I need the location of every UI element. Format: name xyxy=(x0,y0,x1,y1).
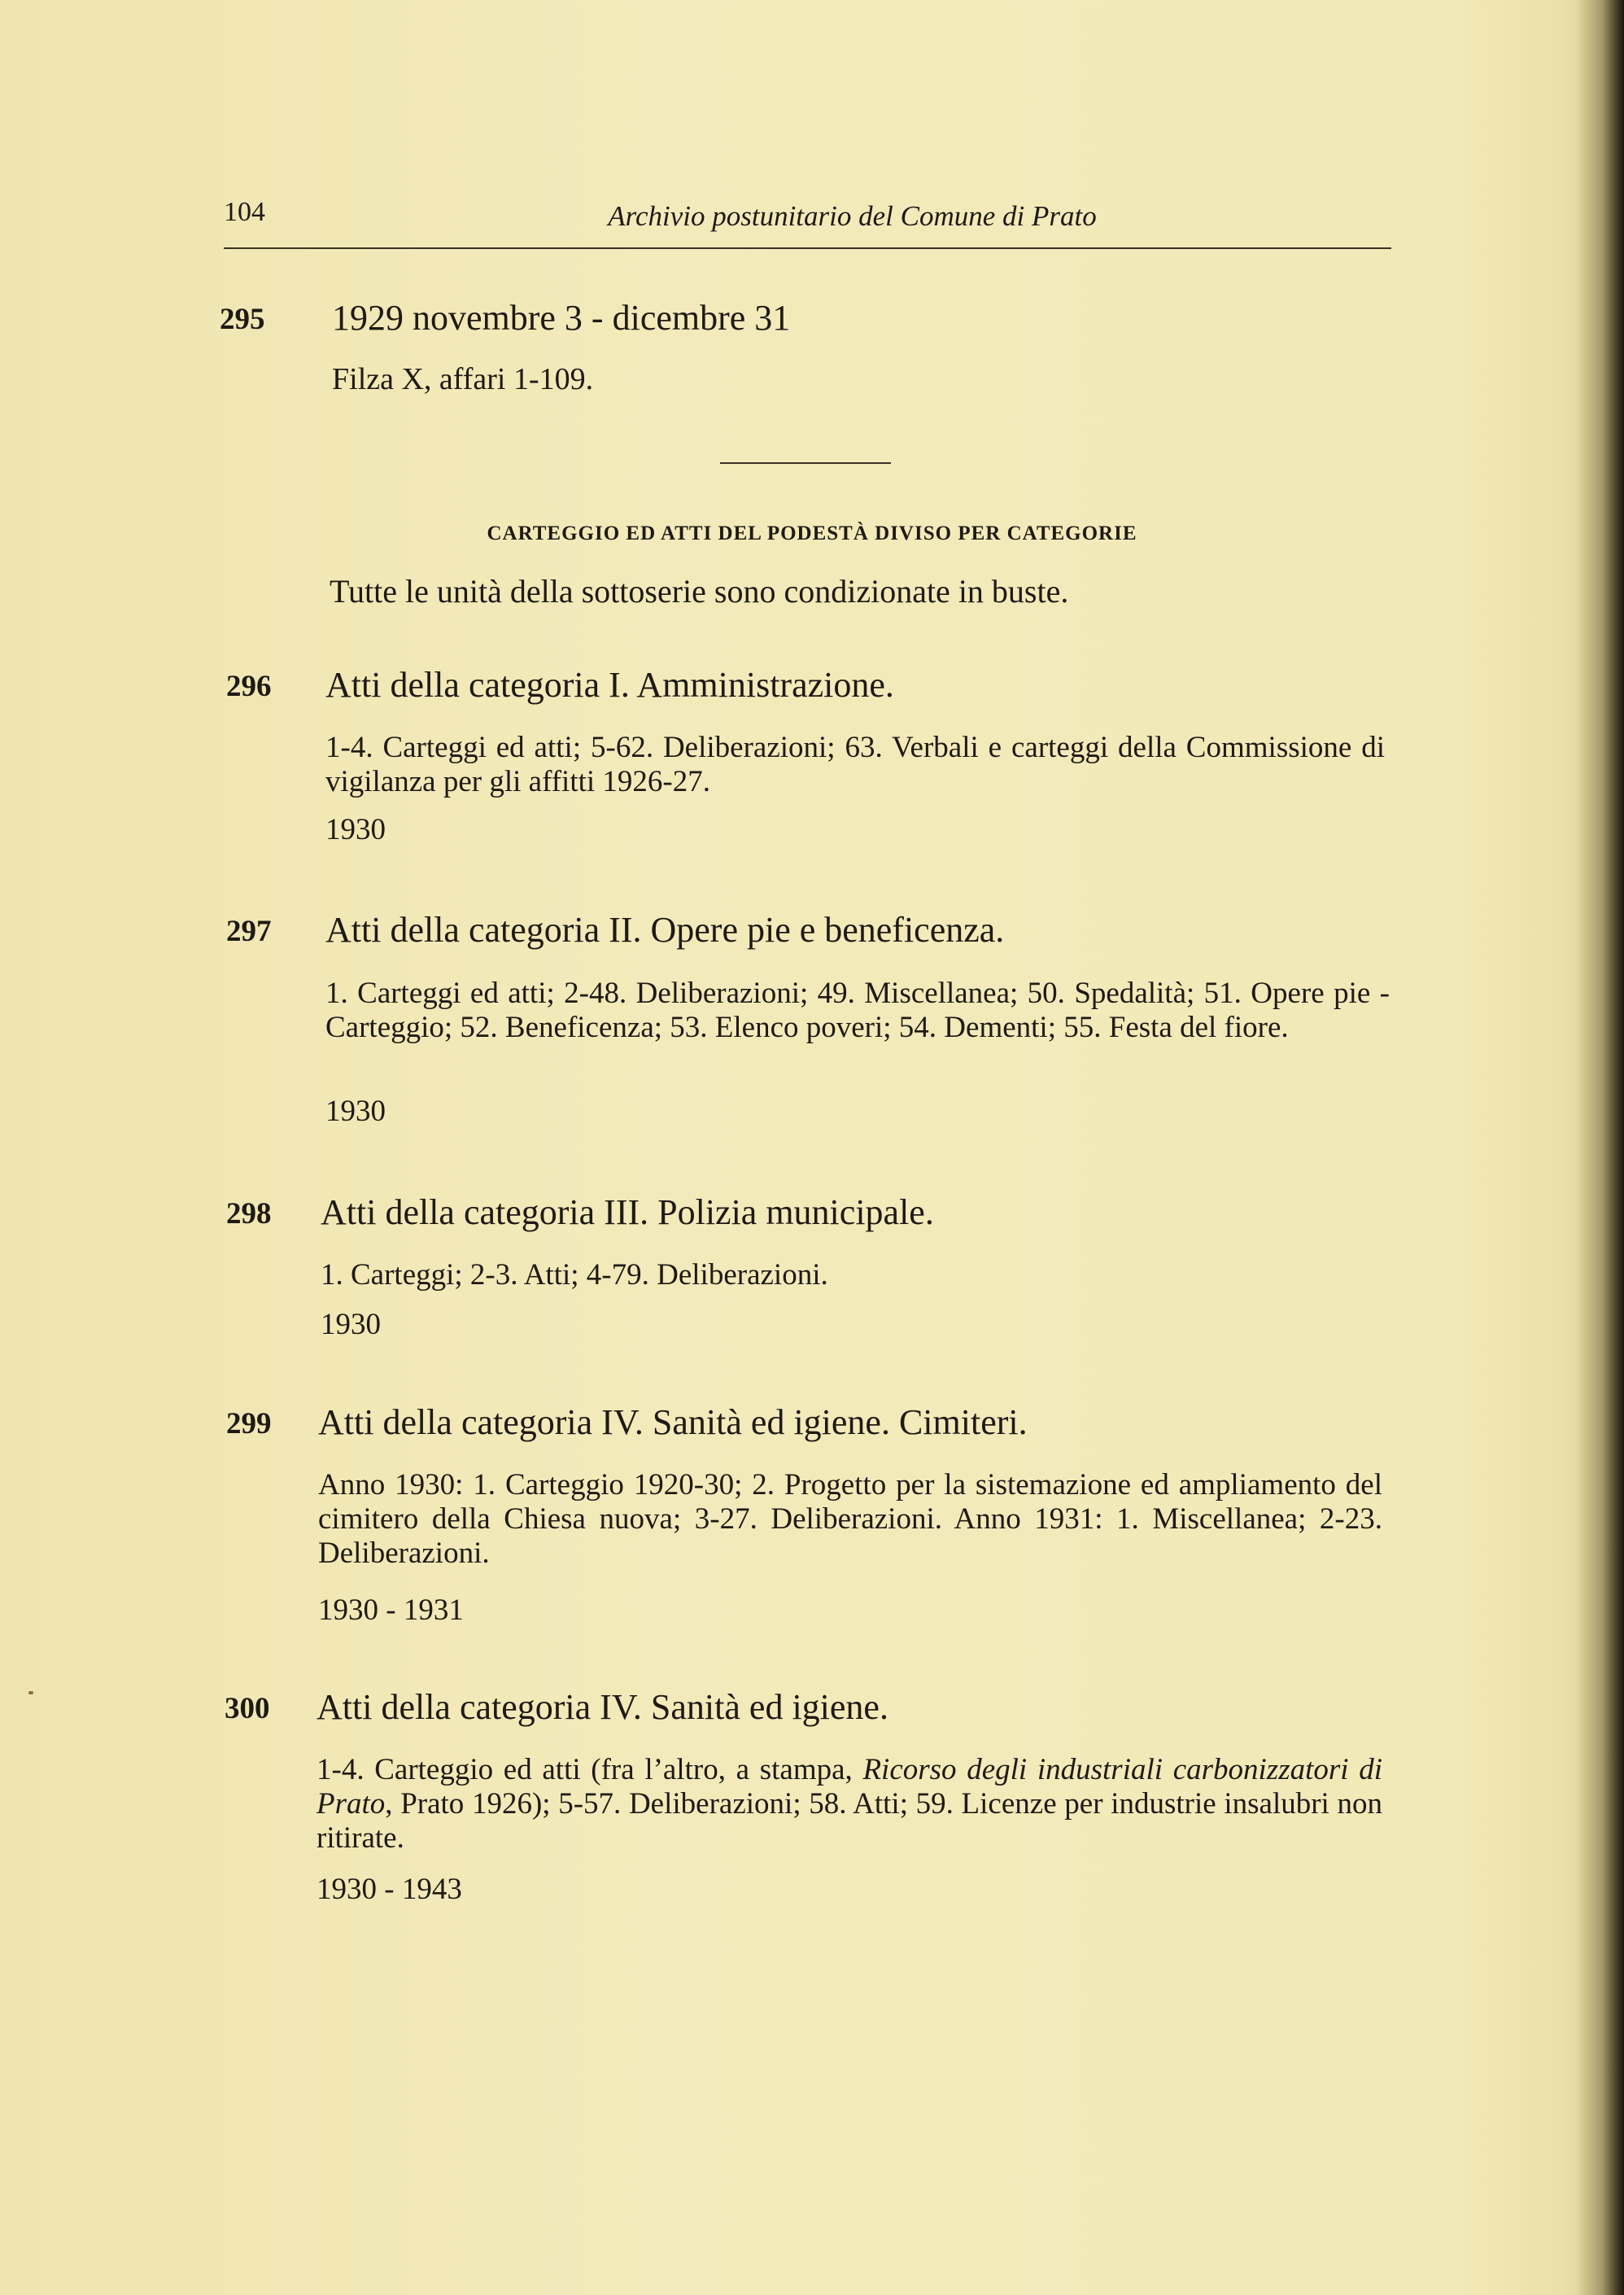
paper-speck xyxy=(28,1691,33,1694)
entry-body: 1. Carteggi ed atti; 2-48. Deliberazioni; 49. Miscellanea; 50. Spedalità; 51. Opere pie - Carteggio; 52. Beneficenza; 53. Elenco poveri; 54. Dementi; 55. Festa del fiore. xyxy=(325,977,1390,1044)
section-note: Tutte le unità della sottoserie sono condizionate in buste. xyxy=(330,573,1069,610)
entry-title: Atti della categoria II. Opere pie e beneficenza. xyxy=(325,910,1005,950)
entry-number: 295 xyxy=(220,303,265,336)
entry-title: Atti della categoria IV. Sanità ed igiene. xyxy=(317,1687,888,1727)
entry-title: Atti della categoria III. Polizia municipale. xyxy=(321,1192,934,1232)
entry-number: 296 xyxy=(226,670,272,703)
page-header xyxy=(224,197,1391,249)
entry-body: Filza X, affari 1-109. xyxy=(332,362,594,396)
entry-body: Anno 1930: 1. Carteggio 1920-30; 2. Progetto per la sistemazione ed ampliamento del cimitero della Chiesa nuova; 3-27. Deliberazioni. Anno 1931: 1. Miscellanea; 2-23. Deliberazioni. xyxy=(318,1468,1382,1570)
entry-number: 297 xyxy=(226,915,272,948)
entry-body-text: , Prato 1926); 5-57. Deliberazioni; 58. Atti; 59. Licenze per industrie insalubri non ritirate. xyxy=(317,1787,1382,1855)
entry-number: 298 xyxy=(226,1197,272,1231)
binding-shadow xyxy=(1575,0,1624,2295)
entry-number: 299 xyxy=(226,1407,272,1440)
entry-title: Atti della categoria IV. Sanità ed igiene. Cimiteri. xyxy=(318,1402,1028,1442)
entry-date: 1930 xyxy=(325,1095,386,1128)
entry-title: Atti della categoria I. Amministrazione. xyxy=(325,665,894,705)
entry-body-italic-title: Ricorso degli industriali carbonizzatori di Prato xyxy=(317,1753,1382,1821)
section-divider xyxy=(720,462,891,464)
entry-body: 1-4. Carteggi ed atti; 5-62. Deliberazioni; 63. Verbali e carteggi della Commissione di vigilanza per gli affitti 1926-27. xyxy=(325,731,1385,798)
entry-body-text: 1-4. Carteggio ed atti (fra l’altro, a stampa, xyxy=(317,1753,863,1786)
entry-date: 1930 xyxy=(325,813,386,846)
entry-date: 1930 - 1943 xyxy=(317,1873,462,1906)
section-heading xyxy=(0,522,1624,545)
section-heading-text: CARTEGGIO ED ATTI DEL PODESTÀ DIVISO PER CATEGORIE xyxy=(487,522,1137,544)
entry-body: 1. Carteggi; 2-3. Atti; 4-79. Deliberazioni. xyxy=(321,1258,828,1292)
running-title: Archivio postunitario del Comune di Prato xyxy=(608,200,1097,232)
entry-number: 300 xyxy=(225,1692,270,1725)
entry-date: 1930 - 1931 xyxy=(318,1593,464,1627)
page-number: 104 xyxy=(224,197,265,227)
entry-body xyxy=(317,1753,1382,1856)
entry-date: 1930 xyxy=(321,1308,381,1341)
entry-title: 1929 novembre 3 - dicembre 31 xyxy=(332,298,791,338)
